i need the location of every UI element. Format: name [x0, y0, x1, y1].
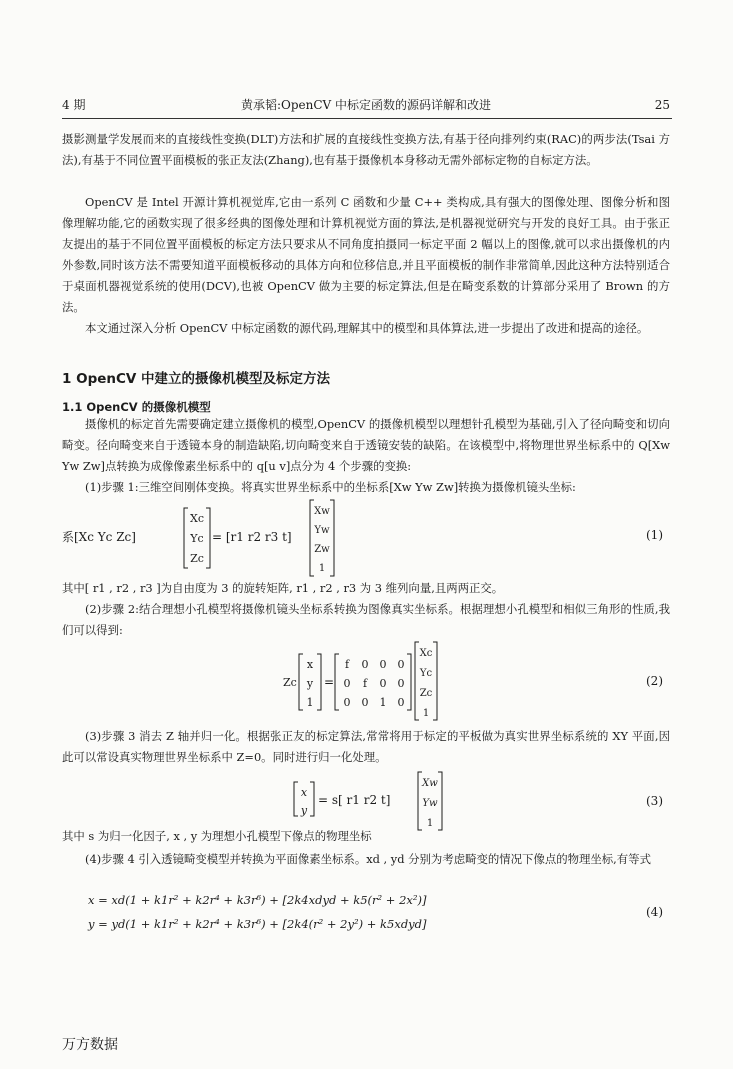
equation-2-number: (2): [646, 674, 663, 688]
eq1-xw: Xw: [314, 506, 330, 517]
section-heading-1: 1 OpenCV 中建立的摄像机模型及标定方法: [62, 371, 331, 387]
svg-text:0: 0: [343, 696, 351, 709]
svg-text:0: 0: [397, 677, 405, 690]
eq3-xw: Xw: [422, 778, 438, 789]
issue-number: 4 期: [62, 98, 86, 112]
eq4-line-y: y = yd(1 + k1r² + k2r⁴ + k3r⁶) + [2k4(r² + 2y²) + k5xdyd]: [88, 917, 427, 931]
svg-text:0: 0: [361, 658, 369, 671]
svg-text:0: 0: [397, 658, 405, 671]
eq3-bracket-right-xy: [310, 782, 314, 816]
eq1-bracket-right: [206, 508, 210, 568]
paragraph-step3: (3)步骤 3 消去 Z 轴并归一化。根据张正友的标定算法,常常将用于标定的平板做为真实世界坐标系统的 XY 平面,因此可以常设真实物理世界坐标系中 Z=0。同时进行归一化处理。: [62, 729, 670, 764]
eq3-x: x: [300, 786, 308, 799]
section-heading-1-1: 1.1 OpenCV 的摄像机模型: [62, 400, 211, 414]
eq3-y: y: [300, 804, 308, 817]
eq3-bracket-left-xy: [294, 782, 298, 816]
paragraph-step2: (2)步骤 2:结合理想小孔模型将摄像机镜头坐标系转换为图像真实坐标系。根据理想小孔模型和相似三角形的性质,我们可以得到:: [62, 602, 670, 637]
eq1-zw: Zw: [314, 544, 330, 555]
eq2-y: y: [306, 677, 314, 690]
equation-4-number: (4): [646, 905, 663, 919]
eq2-one-col: 1: [422, 708, 430, 719]
eq1-one: 1: [318, 563, 326, 574]
svg-text:f: f: [362, 677, 368, 690]
eq2-bracket-left-c: [415, 642, 419, 720]
eq1-bracket-left: [184, 508, 188, 568]
eq2-bracket-right-c: [433, 642, 437, 720]
svg-text:1: 1: [379, 696, 387, 709]
svg-text:f: f: [344, 658, 350, 671]
paragraph-purpose: 本文通过深入分析 OpenCV 中标定函数的源代码,理解其中的模型和具体算法,进一步提出了改进和提高的途径。: [85, 321, 649, 335]
paragraph-intro-cont: 摄影测量学发展而来的直接线性变换(DLT)方法和扩展的直接线性变换方法,有基于径向排列约束(RAC)的两步法(Tsai 方法),有基于不同位置平面模板的张正友法(Zhang),也有基于摄像机本身移动无需外部标定物的自标定方法。: [62, 132, 670, 167]
eq2-one: 1: [306, 696, 314, 709]
eq3-one: 1: [426, 818, 434, 829]
equation-3-number: (3): [646, 794, 663, 808]
eq3-bracket-right-w: [438, 772, 442, 830]
eq4-line-x: x = xd(1 + k1r² + k2r⁴ + k3r⁶) + [2k4xdyd + k5(r² + 2x²)]: [88, 893, 427, 907]
paragraph-step1: (1)步骤 1:三维空间刚体变换。将真实世界坐标系中的坐标系[Xw Yw Zw]转换为摄像机镜头坐标:: [85, 480, 576, 494]
eq2-bracket-right-m: [407, 654, 411, 710]
eq2-zc: Zc: [283, 676, 297, 689]
page-number: 25: [654, 98, 670, 112]
eq1-lhs: 系[Xc Yc Zc]: [62, 530, 136, 544]
svg-text:0: 0: [361, 696, 369, 709]
eq2-xc: Xc: [419, 648, 433, 659]
svg-text:0: 0: [343, 677, 351, 690]
paragraph-camera-model: 摄像机的标定首先需要确定建立摄像机的模型,OpenCV 的摄像机模型以理想针孔模型为基础,引入了径向畸变和切向畸变。径向畸变来自于透镜本身的制造缺陷,切向畸变来自于透镜安装的缺陷。在该模型中,将物理世界坐标系中的 Q[Xw Yw Zw]点转换为成像像素坐标系中的 q[u v]点分为 4 个步骤的变换:: [62, 417, 670, 473]
eq2-bracket-left-m: [335, 654, 339, 710]
eq1-zc: Zc: [190, 552, 204, 565]
eq3-yw: Yw: [422, 798, 438, 809]
eq2-equals: =: [324, 675, 335, 689]
eq1-yc: Yc: [190, 532, 204, 545]
eq2-x: x: [306, 658, 314, 671]
svg-text:0: 0: [397, 696, 405, 709]
header-rule: [62, 118, 672, 119]
eq1-bracket-right-w: [330, 500, 334, 576]
paragraph-step4: (4)步骤 4 引入透镜畸变模型并转换为平面像素坐标系。xd , yd 分别为考虑畸变的情况下像点的物理坐标,有等式: [85, 852, 651, 866]
equation-3: [294, 770, 454, 832]
eq2-yc: Yc: [419, 668, 433, 679]
eq2-zc-col: Zc: [419, 688, 433, 699]
equation-2: [283, 640, 453, 722]
svg-text:0: 0: [379, 658, 387, 671]
eq2-bracket-left-xy: [299, 654, 303, 710]
equation-4: [88, 890, 468, 934]
equation-1-number: (1): [646, 528, 663, 542]
svg-text:0: 0: [379, 677, 387, 690]
equation-1: [62, 498, 662, 578]
eq1-rotation-row: = [r1 r2 r3 t]: [212, 530, 292, 544]
paragraph-scale-note: 其中 s 为归一化因子, x , y 为理想小孔模型下像点的物理坐标: [62, 829, 372, 843]
wanfang-watermark: 万方数据: [62, 1037, 118, 1053]
running-title: 黄承韬:OpenCV 中标定函数的源码详解和改进: [240, 98, 492, 112]
eq1-xc: Xc: [190, 512, 204, 525]
eq1-yw: Yw: [314, 525, 330, 536]
eq2-bracket-right-xy: [317, 654, 321, 710]
paragraph-opencv-intro: OpenCV 是 Intel 开源计算机视觉库,它由一系列 C 函数和少量 C++ 类构成,具有强大的图像处理、图像分析和图像理解功能,它的函数实现了很多经典的图像处理和计算机视觉方面的算法,是机器视觉研究与开发的良好工具。由于张正友提出的基于不同位置平面模板的标定方法只要求从不同角度拍摄同一标定平面 2 幅以上的图像,就可以求出摄像机的内外参数,同时该方法不需要知道平面模板移动的具体方向和位移信息,并且平面模板的制作非常简单,因此这种方法特别适合于桌面机器视觉系统的使用(DCV),也被 OpenCV 做为主要的标定算法,但是在畸变系数的计算部分采用了 Brown 的方法。: [62, 195, 670, 314]
paragraph-rotation-note: 其中[ r1 , r2 , r3 ]为自由度为 3 的旋转矩阵, r1 , r2 , r3 为 3 维列向量,且两两正交。: [62, 581, 504, 595]
eq2-projection-matrix: [344, 658, 405, 709]
eq3-row: = s[ r1 r2 t]: [318, 793, 391, 807]
